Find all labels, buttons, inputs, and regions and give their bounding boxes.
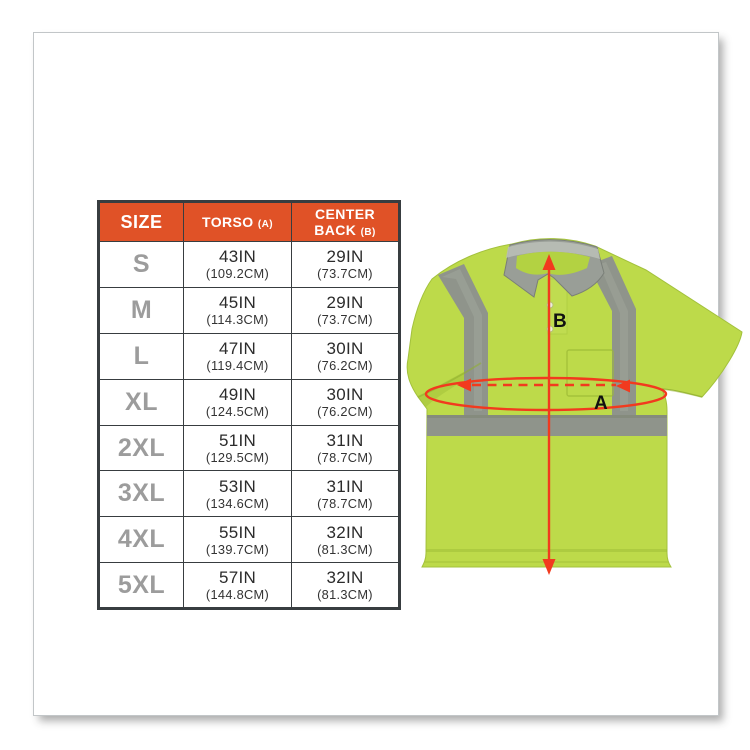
back-cell: 30IN (76.2CM) [292, 333, 400, 379]
torso-cell: 49IN (124.5CM) [184, 379, 292, 425]
back-cell: 32IN (81.3CM) [292, 517, 400, 563]
table-row [99, 287, 400, 333]
torso-cell: 51IN (129.5CM) [184, 425, 292, 471]
header-back-line1: CENTER [315, 205, 375, 222]
header-back-ref: (B) [360, 226, 376, 238]
size-cell: 2XL [99, 425, 184, 471]
table-row [99, 242, 400, 288]
torso-cell: 47IN (119.4CM) [184, 333, 292, 379]
col-header-torso [184, 202, 292, 242]
measure-label-a: A [594, 393, 608, 414]
measure-label-b: B [553, 311, 567, 332]
header-back-line2: BACK [314, 221, 357, 238]
stripe-edge-shadow [412, 415, 678, 418]
table-row [99, 517, 400, 563]
back-cell: 29IN (73.7CM) [292, 242, 400, 288]
back-cell: 32IN (81.3CM) [292, 563, 400, 609]
header-torso-ref: (A) [257, 218, 273, 230]
size-cell: S [99, 242, 184, 288]
size-cell: 3XL [99, 471, 184, 517]
back-cell: 31IN (78.7CM) [292, 425, 400, 471]
torso-cell: 43IN (109.2CM) [184, 242, 292, 288]
back-cell: 29IN (73.7CM) [292, 287, 400, 333]
header-size-label: SIZE [120, 211, 163, 232]
size-cell: 4XL [99, 517, 184, 563]
size-cell: XL [99, 379, 184, 425]
size-cell: 5XL [99, 563, 184, 609]
torso-cell: 45IN (114.3CM) [184, 287, 292, 333]
size-chart-table [97, 200, 401, 610]
size-cell: L [99, 333, 184, 379]
table-row [99, 471, 400, 517]
table-row [99, 425, 400, 471]
header-torso-label: TORSO [202, 213, 254, 230]
infographic-card [33, 32, 719, 716]
size-cell: M [99, 287, 184, 333]
table-row [99, 333, 400, 379]
table-row [99, 379, 400, 425]
torso-cell: 55IN (139.7CM) [184, 517, 292, 563]
torso-cell: 57IN (144.8CM) [184, 563, 292, 609]
torso-cell: 53IN (134.6CM) [184, 471, 292, 517]
table-header-row [99, 202, 400, 242]
hi-vis-polo-illustration [404, 223, 750, 583]
col-header-center-back [292, 202, 400, 242]
reflective-stripe-horizontal [412, 415, 678, 436]
back-cell: 31IN (78.7CM) [292, 471, 400, 517]
col-header-size [99, 202, 184, 242]
back-cell: 30IN (76.2CM) [292, 379, 400, 425]
table-row [99, 563, 400, 609]
